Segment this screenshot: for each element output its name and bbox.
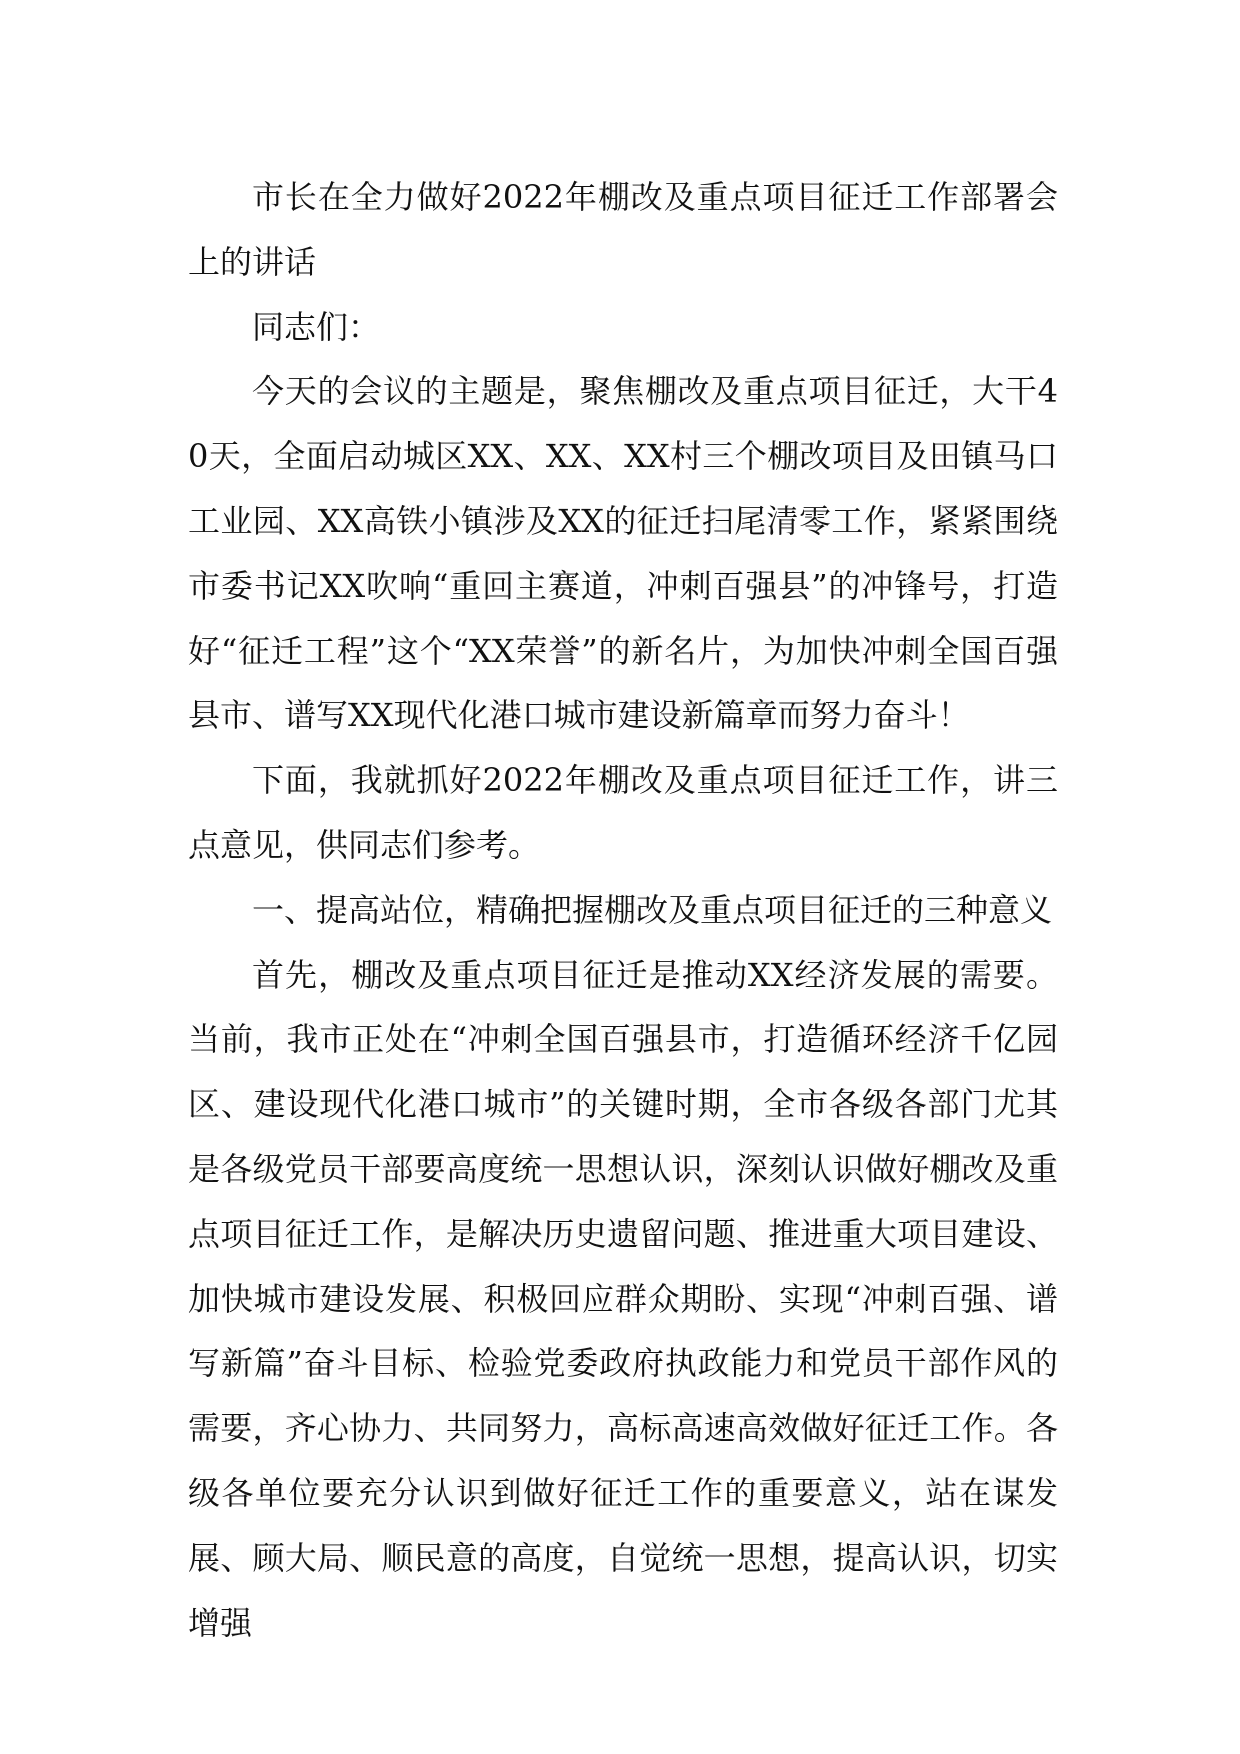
body-paragraph-intro: 今天的会议的主题是，聚焦棚改及重点项目征迁，大干40天，全面启动城区XX、XX、XX村三个棚改项目及田镇马口工业园、XX高铁小镇涉及XX的征迁扫尾清零工作，紧紧围绕市委书记XX吹响“重回主赛道，冲刺百强县”的冲锋号，打造好“征迁工程”这个“XX荣誉”的新名片，为加快冲刺全国百强县市、谱写XX现代化港口城市建设新篇章而努力奋斗！ [188,372,1058,735]
section-heading: 一、提高站位，精确把握棚改及重点项目征迁的三种意义 [252,890,1053,929]
section-body-paragraph: 首先，棚改及重点项目征迁是推动XX经济发展的需要。当前，我市正处在“冲刺全国百强县市，打造循环经济千亿园区、建设现代化港口城市”的关键时期，全市各级各部门尤其是各级党员干部要高度统一思想认识，深刻认识做好棚改及重点项目征迁工作，是解决历史遗留问题、推进重大项目建设、加快城市建设发展、积极回应群众期盼、实现“冲刺百强、谱写新篇”奋斗目标、检验党委政府执政能力和党员干部作风的需要，齐心协力、共同努力，高标高速高效做好征迁工作。各级各单位要充分认识到做好征迁工作的重要意义，站在谋发展、顾大局、顺民意的高度，自觉统一思想，提高认识，切实增强 [188,955,1058,1642]
body-paragraph-outline: 下面，我就抓好2022年棚改及重点项目征迁工作，讲三点意见，供同志们参考。 [188,761,1058,864]
document-title: 市长在全力做好2022年棚改及重点项目征迁工作部署会上的讲话 [188,178,1058,281]
salutation: 同志们： [252,307,381,346]
document-page [188,165,1058,1655]
